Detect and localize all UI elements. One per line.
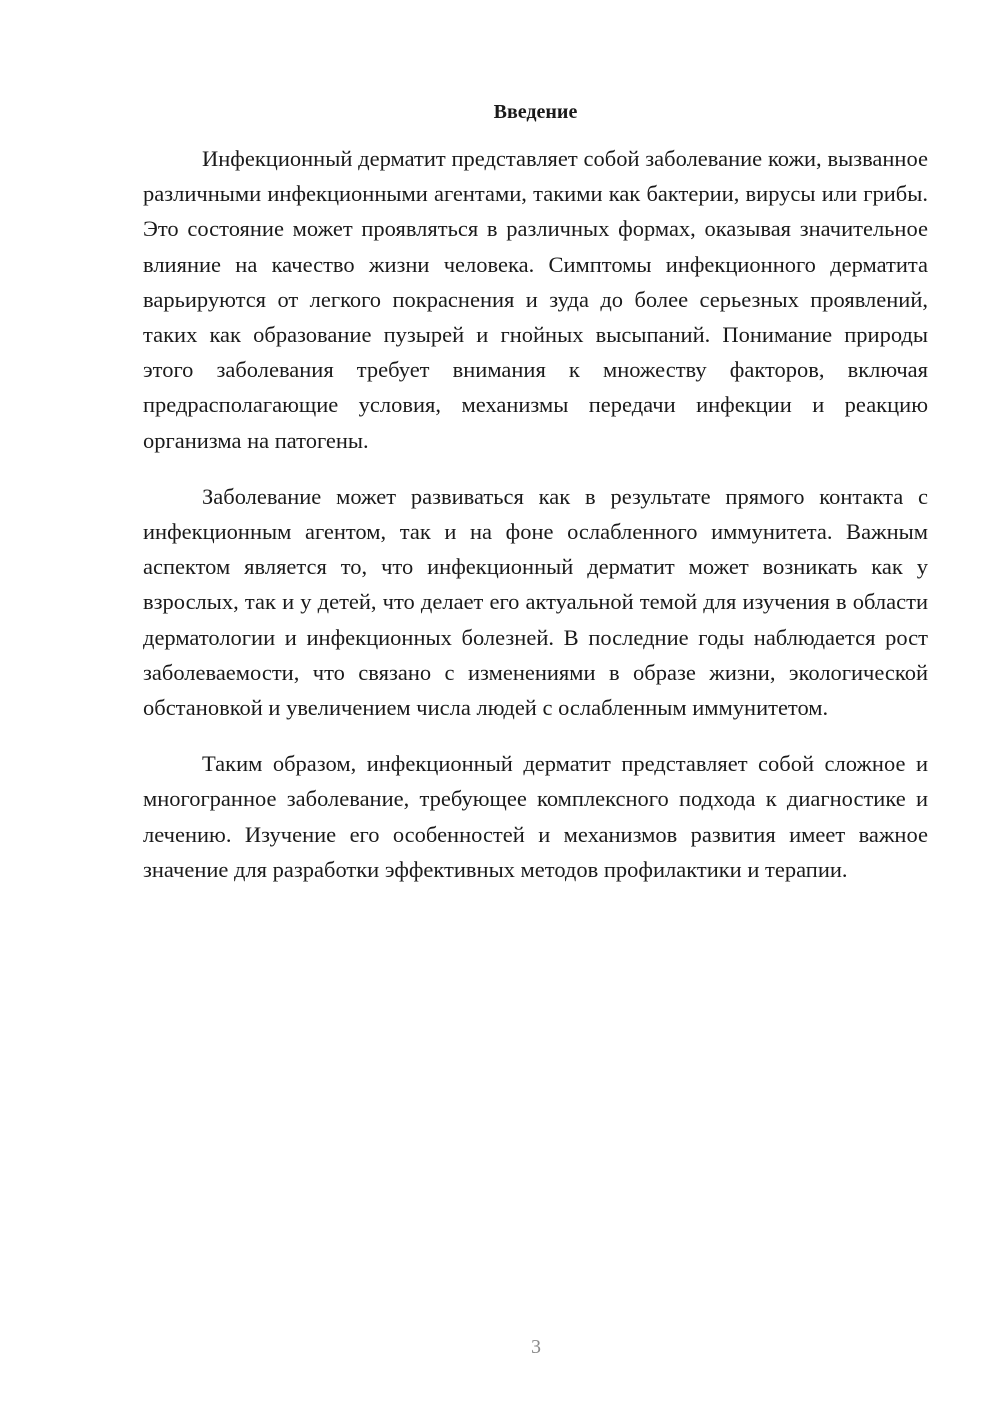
paragraph-2: Заболевание может развиваться как в результате прямого контакта с инфекционным агентом, так и на фоне ослабленного иммунитета. Важным аспектом является то, что инфекционный дерматит может возникать как у взрослых, так и у детей, что делает его актуальной темой для изучения в области дерматологии и инфекционных болезней. В последние годы наблюдается рост заболеваемости, что связано с изменениями в образе жизни, экологической обстановкой и увеличением числа людей с ослабленным иммунитетом. (143, 483, 928, 721)
page-number: 3 (531, 1336, 541, 1358)
section-heading: Введение (493, 101, 578, 123)
paragraph-1: Инфекционный дерматит представляет собой заболевание кожи, вызванное различными инфекционными агентами, такими как бактерии, вирусы или грибы. Это состояние может проявляться в различных формах, оказывая значительное влияние на качество жизни человека. Симптомы инфекционного дерматита варьируются от легкого покраснения и зуда до более серьезных проявлений, таких как образование пузырей и гнойных высыпаний. Понимание природы этого заболевания требует внимания к множеству факторов, включая предрасполагающие условия, механизмы передачи инфекции и реакцию организма на патогены. (143, 146, 928, 453)
paragraph-3: Таким образом, инфекционный дерматит представляет собой сложное и многогранное заболевание, требующее комплексного подхода к диагностике и лечению. Изучение его особенностей и механизмов развития имеет важное значение для разработки эффективных методов профилактики и терапии. (143, 751, 928, 882)
document-body (143, 141, 928, 908)
